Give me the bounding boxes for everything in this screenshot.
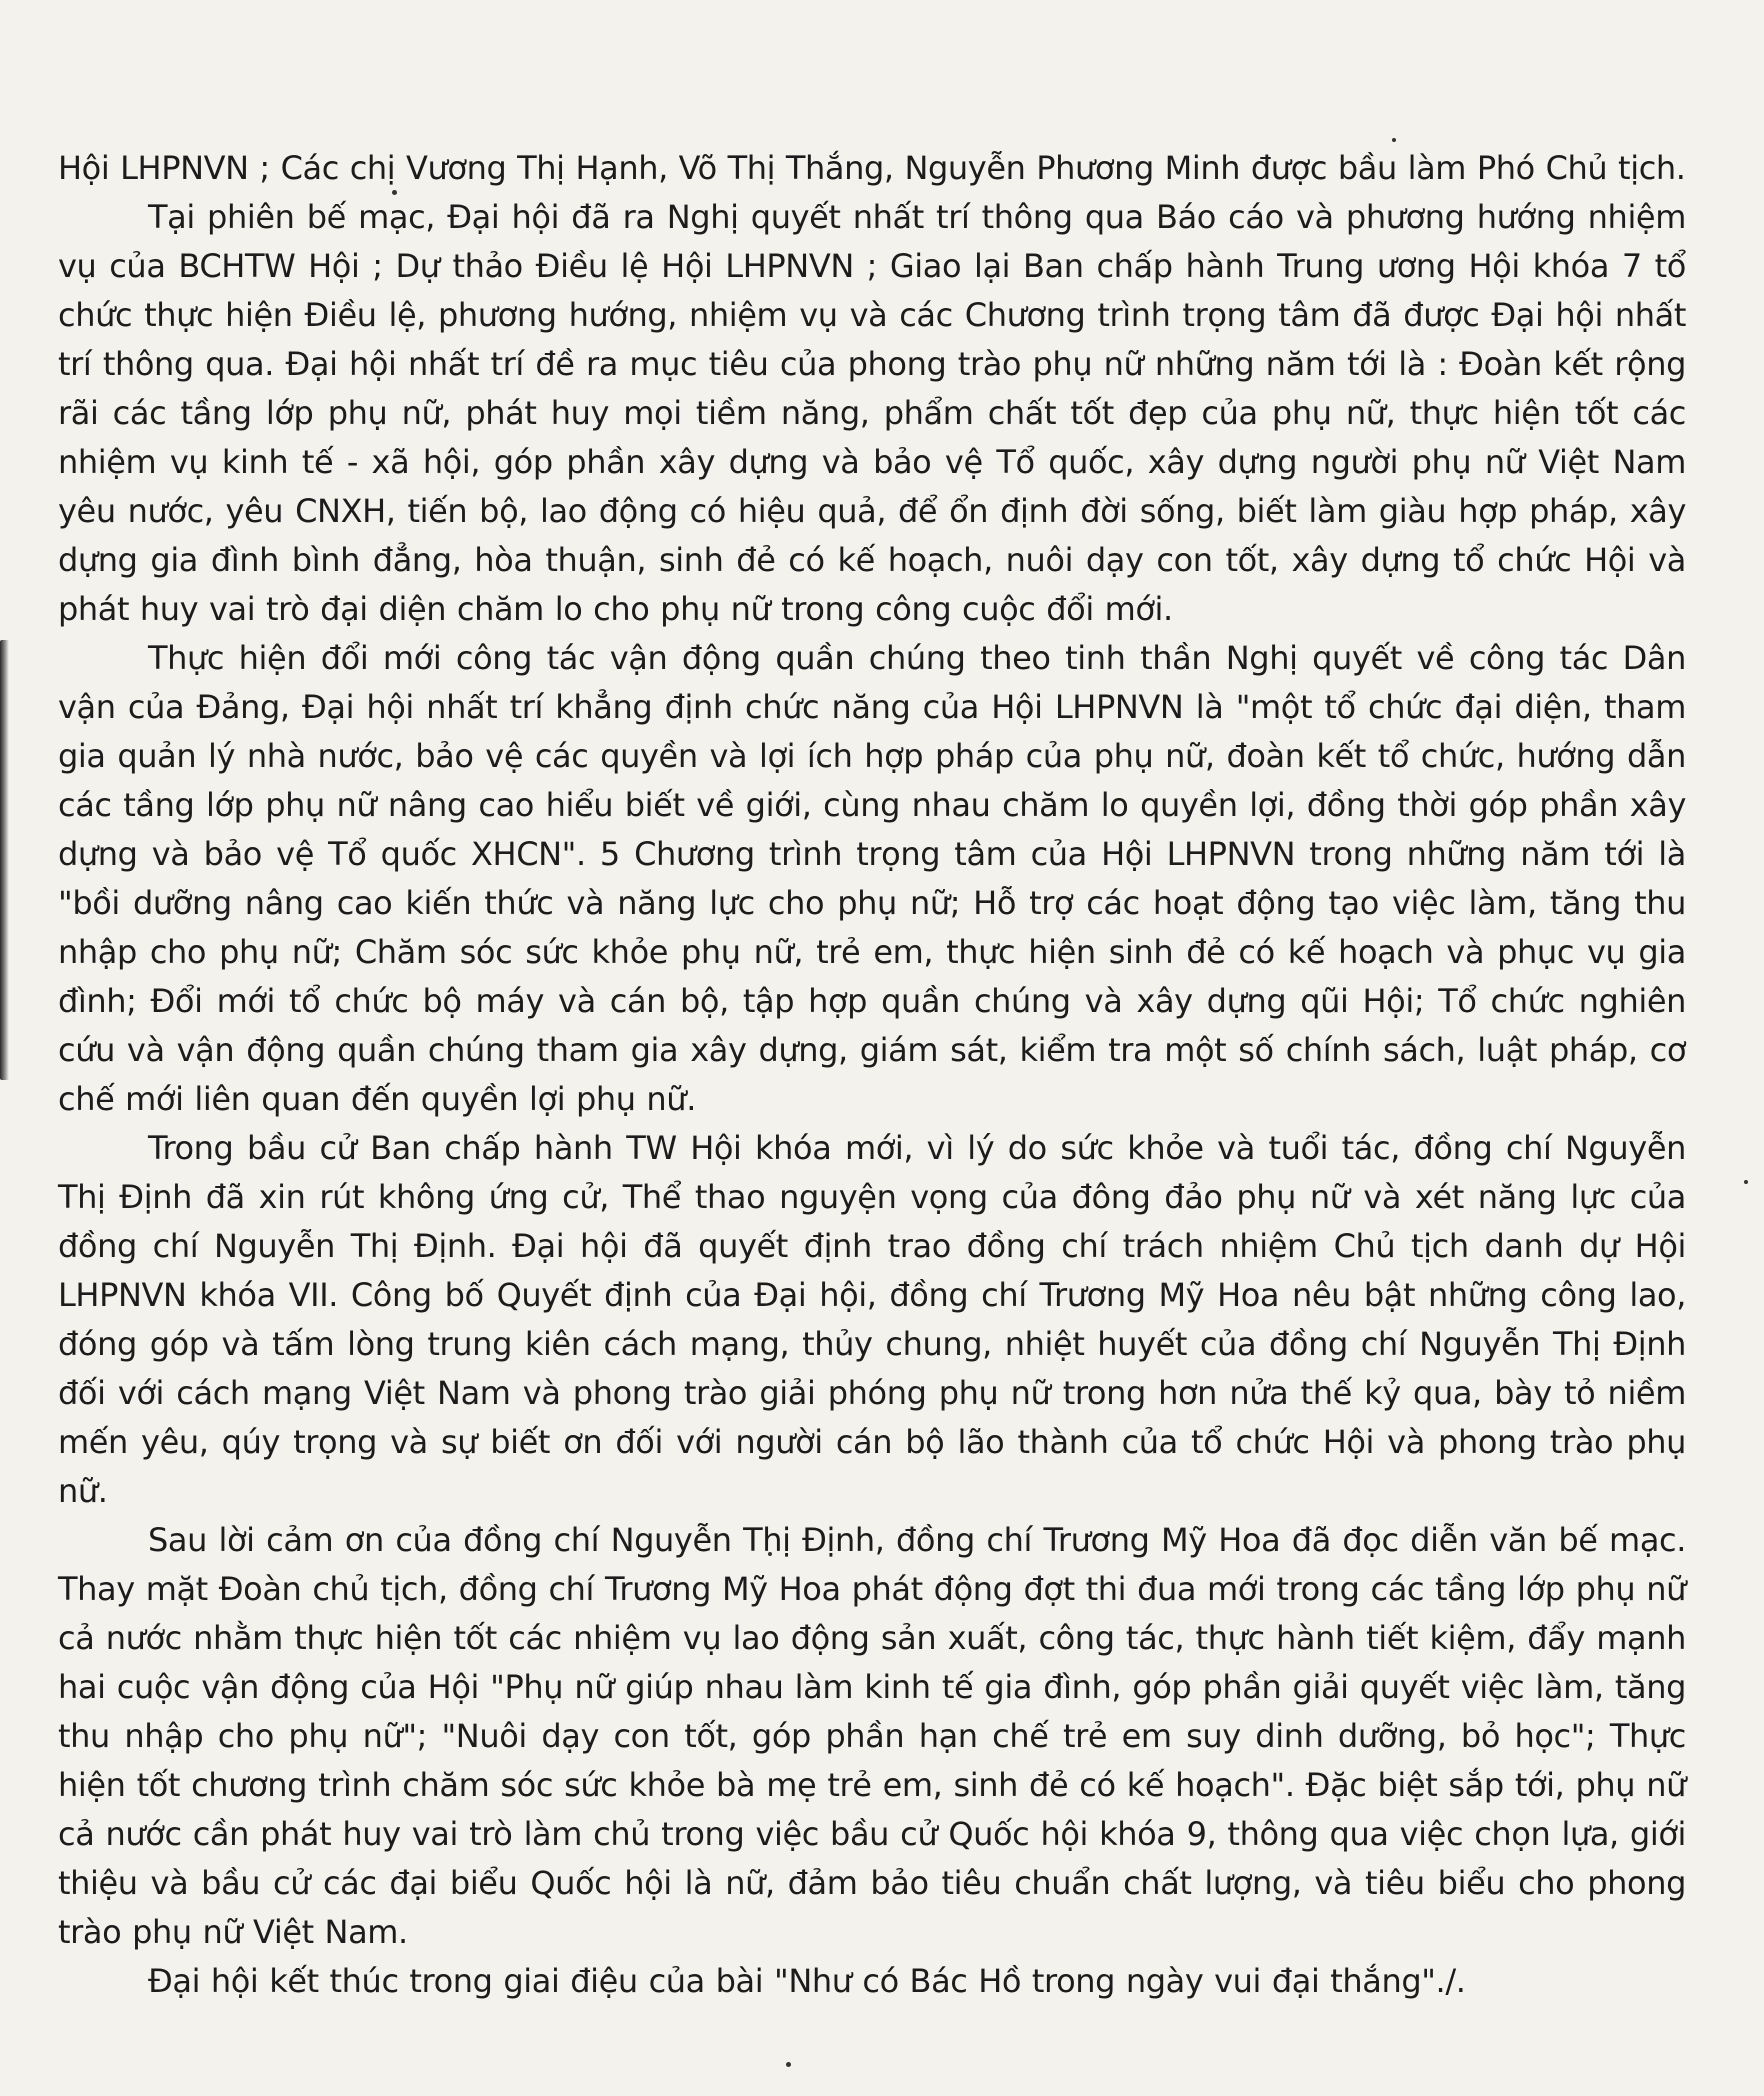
paragraph-mass-mobilization: Thực hiện đổi mới công tác vận động quần chúng theo tinh thần Nghị quyết về công tác Dân vận của Đảng, Đại hội nhất trí khẳng định chức năng của Hội LHPNVN là "một tổ chức đại diện, tham gia quản lý nhà nước, bảo vệ các quyền và lợi ích hợp pháp của phụ nữ, đoàn kết tổ chức, hướng dẫn các tầng lớp phụ nữ nâng cao hiểu biết về giới, cùng nhau chăm lo quyền lợi, đồng thời góp phần xây dựng và bảo vệ Tổ quốc XHCN". 5 Chương trình trọng tâm của Hội LHPNVN trong những năm tới là "bồi dưỡng nâng cao kiến thức và năng lực cho phụ nữ; Hỗ trợ các hoạt động tạo việc làm, tăng thu nhập cho phụ nữ; Chăm sóc sức khỏe phụ nữ, trẻ em, thực hiện sinh đẻ có kế hoạch và phục vụ gia đình; Đổi mới tổ chức bộ máy và cán bộ, tập hợp quần chúng và xây dựng qũi Hội; Tổ chức nghiên cứu và vận động quần chúng tham gia xây dựng, giám sát, kiểm tra một số chính sách, luật pháp, cơ chế mới liên quan đến quyền lợi phụ nữ. [58,639,1686,1118]
print-speck [1744,1180,1748,1184]
print-speck [1392,138,1396,142]
paragraph-closing-session: Tại phiên bế mạc, Đại hội đã ra Nghị quyết nhất trí thông qua Báo cáo và phương hướng nhiệm vụ của BCHTW Hội ; Dự thảo Điều lệ Hội LHPNVN ; Giao lại Ban chấp hành Trung ương Hội khóa 7 tổ chức thực hiện Điều lệ, phương hướng, nhiệm vụ và các Chương trình trọng tâm đã được Đại hội nhất trí thông qua. Đại hội nhất trí đề ra mục tiêu của phong trào phụ nữ những năm tới là : Đoàn kết rộng rãi các tầng lớp phụ nữ, phát huy mọi tiềm năng, phẩm chất tốt đẹp của phụ nữ, thực hiện tốt các nhiệm vụ kinh tế - xã hội, góp phần xây dựng và bảo vệ Tổ quốc, xây dựng người phụ nữ Việt Nam yêu nước, yêu CNXH, tiến bộ, lao động có hiệu quả, để ổn định đời sống, biết làm giàu hợp pháp, xây dựng gia đình bình đẳng, hòa thuận, sinh đẻ có kế hoạch, nuôi dạy con tốt, xây dựng tổ chức Hội và phát huy vai trò đại diện chăm lo cho phụ nữ trong công cuộc đổi mới. [58,198,1686,628]
paragraph-conclusion: Đại hội kết thúc trong giai điệu của bài "Như có Bác Hồ trong ngày vui đại thắng"./. [148,1962,1466,2000]
print-speck [786,2062,791,2067]
paragraph-closing-speech: Sau lời cảm ơn của đồng chí Nguyễn Thị Định, đồng chí Trương Mỹ Hoa đã đọc diễn văn bế mạc. Thay mặt Đoàn chủ tịch, đồng chí Trương Mỹ Hoa phát động đợt thi đua mới trong các tầng lớp phụ nữ cả nước nhằm thực hiện tốt các nhiệm vụ lao động sản xuất, công tác, thực hành tiết kiệm, đẩy mạnh hai cuộc vận động của Hội "Phụ nữ giúp nhau làm kinh tế gia đình, góp phần giải quyết việc làm, tăng thu nhập cho phụ nữ"; "Nuôi dạy con tốt, góp phần hạn chế trẻ em suy dinh dưỡng, bỏ học"; Thực hiện tốt chương trình chăm sóc sức khỏe bà mẹ trẻ em, sinh đẻ có kế hoạch". Đặc biệt sắp tới, phụ nữ cả nước cần phát huy vai trò làm chủ trong việc bầu cử Quốc hội khóa 9, thông qua việc chọn lựa, giới thiệu và bầu cử các đại biểu Quốc hội là nữ, đảm bảo tiêu chuẩn chất lượng, và tiêu biểu cho phong trào phụ nữ Việt Nam. [58,1521,1686,1951]
paragraph-continuation: Hội LHPNVN ; Các chị Vương Thị Hạnh, Võ Thị Thắng, Nguyễn Phương Minh được bầu làm Phó Chủ tịch. [58,149,1686,187]
document-body [58,144,1686,2006]
paragraph-election: Trong bầu cử Ban chấp hành TW Hội khóa mới, vì lý do sức khỏe và tuổi tác, đồng chí Nguyễn Thị Định đã xin rút không ứng cử, Thể thao nguyện vọng của đông đảo phụ nữ và xét năng lực của đồng chí Nguyễn Thị Định. Đại hội đã quyết định trao đồng chí trách nhiệm Chủ tịch danh dự Hội LHPNVN khóa VII. Công bố Quyết định của Đại hội, đồng chí Trương Mỹ Hoa nêu bật những công lao, đóng góp và tấm lòng trung kiên cách mạng, thủy chung, nhiệt huyết của đồng chí Nguyễn Thị Định đối với cách mạng Việt Nam và phong trào giải phóng phụ nữ trong hơn nửa thế kỷ qua, bày tỏ niềm mến yêu, qúy trọng và sự biết ơn đối với người cán bộ lão thành của tổ chức Hội và phong trào phụ nữ. [58,1129,1686,1510]
page-edge-shadow [0,640,9,1080]
